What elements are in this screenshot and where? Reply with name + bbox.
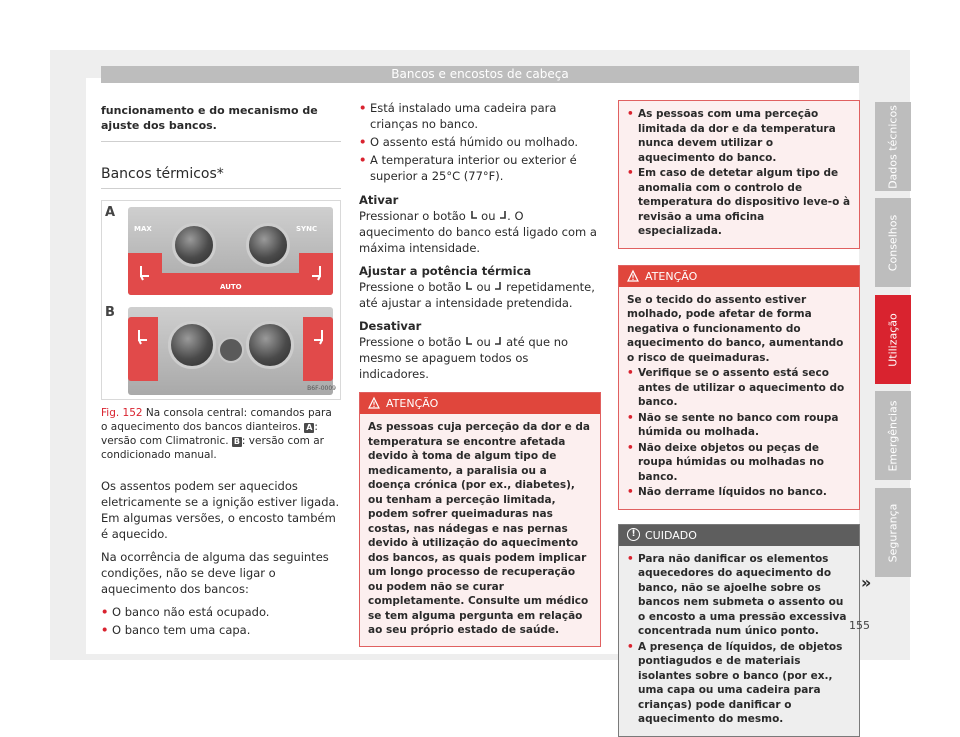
sync-button-label: SYNC: [296, 225, 318, 233]
info-circle-icon: !: [627, 528, 640, 541]
section-title: Bancos térmicos*: [101, 164, 341, 189]
caution-title: CUIDADO: [645, 528, 697, 542]
climatronic-panel-image: [128, 207, 333, 295]
manual-ac-panel-image: [128, 307, 333, 395]
caption-text: : versão com Climatronic.: [101, 421, 318, 447]
tab-seguranca[interactable]: Segurança: [875, 488, 911, 577]
list-item: • Não derrame líquidos no banco.: [627, 485, 851, 500]
seat-heat-left-icon: [465, 336, 473, 347]
list-item: • Não deixe objetos ou peças de roupa húmidas ou molhadas no banco.: [627, 441, 851, 485]
figure-caption: [101, 406, 341, 462]
list-item: • O banco tem uma capa.: [101, 622, 341, 638]
tab-dados-tecnicos[interactable]: Dados técnicos: [875, 102, 911, 191]
warning-box: [359, 392, 601, 647]
list-item: • Em caso de detetar algum tipo de anomalia com o controlo de temperatura do dispositivo leve-o à revisão a uma oficina especializada.: [627, 166, 851, 239]
warning-title: ATENÇÃO: [645, 269, 698, 283]
paragraph-heating: Os assentos podem ser aquecidos eletricamente se a ignição estiver ligada. Em algumas versões, o encosto também é aquecido.: [101, 479, 340, 541]
column-middle: [359, 100, 601, 647]
figure-152: [101, 200, 341, 400]
temperature-knob-right: [246, 223, 290, 267]
seat-heat-right-icon: [309, 265, 323, 281]
airflow-knob-right-manual: [246, 321, 294, 369]
figure-label-a: A: [105, 205, 116, 220]
temperature-knob-left: [172, 223, 216, 267]
warning-header: [619, 266, 859, 287]
warning-continuation-box: [618, 100, 860, 249]
figure-number: Fig. 152: [101, 407, 143, 419]
warning-text: Se o tecido do assento estiver molhado, pode afetar de forma negativa o funcionamento do aquecimento do banco, aumentando o risco de queimaduras.: [627, 293, 844, 364]
auto-button-label: AUTO: [220, 283, 242, 291]
warning-triangle-icon: [368, 397, 380, 409]
seat-heat-left-icon: [138, 265, 152, 281]
list-item: • Verifique se o assento está seco antes de utilizar o aquecimento do banco.: [627, 366, 851, 410]
page-number: 155: [849, 619, 870, 632]
list-item: • Para não danificar os elementos aquecedores do aquecimento do banco, não se ajoelhe sobre os bancos nem submeta o assento ou o encosto a uma pressão excessiva concentrada num único ponto.: [627, 552, 851, 639]
list-item: • O assento está húmido ou molhado.: [359, 134, 601, 150]
caution-body: [619, 546, 859, 736]
seat-heat-right-manual-icon: [311, 329, 325, 345]
intro-text: funcionamento e do mecanismo de ajuste dos bancos.: [101, 103, 341, 142]
tab-emergencias[interactable]: Emergências: [875, 391, 911, 480]
page-header: Bancos e encostos de cabeça: [101, 66, 859, 83]
badge-b: B: [233, 437, 240, 446]
list-item: • O banco não está ocupado.: [101, 604, 341, 620]
activate-heading: Ativar: [359, 193, 399, 207]
warning-text: As pessoas cuja perceção da dor e da temperatura se encontre afetada devido à toma de algum tipo de medicamento, a paralisia ou a doença crónica (por ex., diabetes), ou tenham a perceção limitada, podem sofrer queimaduras nas costas, nas nádegas e nas pernas devido à utilização do aquecimento dos bancos, as quais podem implicar um longo processo de recuperação ou podem não se curar completamente. Consulte um médico se tem alguma pergunta em relação ao seu próprio estado de saúde.: [368, 421, 590, 636]
list-item: • Está instalado uma cadeira para crianças no banco.: [359, 100, 601, 132]
paragraph-conditions: Na ocorrência de alguma das seguintes condições, não se deve ligar o aquecimento dos bancos:: [101, 550, 329, 596]
seat-heat-left-icon: [465, 281, 473, 292]
figure-label-b: B: [105, 305, 115, 320]
tab-utilizacao[interactable]: Utilização: [875, 295, 911, 384]
seat-heat-left-icon: [470, 210, 478, 221]
seat-heat-right-icon: [499, 210, 507, 221]
deactivate-text: Pressione o botão ou até que no mesmo se apaguem todos os indicadores.: [359, 335, 569, 381]
warning-title: ATENÇÃO: [386, 397, 439, 410]
temperature-knob-left-manual: [168, 321, 216, 369]
badge-a: A: [306, 423, 313, 432]
seat-heat-left-manual-icon: [136, 329, 150, 345]
max-button-label: MAX: [134, 225, 152, 233]
warning-continuation: [619, 101, 859, 248]
activate-text: Pressionar o botão ou . O aquecimento do banco está ligado com a máxima intensidade.: [359, 209, 597, 255]
adjust-heading: Ajustar a potência térmica: [359, 264, 532, 278]
warning-box: [618, 265, 860, 510]
column-left: [101, 103, 341, 640]
warning-triangle-icon: [627, 270, 639, 282]
continue-arrow-icon: »: [861, 573, 872, 592]
caution-box: [618, 524, 860, 737]
warning-body: [619, 287, 859, 509]
caption-text: Na consola central: comandos para o aquecimento dos bancos dianteiros.: [101, 407, 332, 433]
caption-text: : versão com ar condicionado manual.: [101, 435, 324, 461]
tab-conselhos[interactable]: Conselhos: [875, 198, 911, 287]
deactivate-heading: Desativar: [359, 319, 422, 333]
caution-header: [619, 525, 859, 546]
warning-header: [360, 393, 600, 414]
column-right: [618, 100, 860, 737]
list-item: • As pessoas com uma perceção limitada da dor e da temperatura nunca devem utilizar o aquecimento do banco.: [627, 107, 851, 165]
figure-reference: B6F-0009: [307, 385, 336, 392]
list-item: • Não se sente no banco com roupa húmida ou molhada.: [627, 411, 851, 440]
adjust-text: Pressione o botão ou repetidamente, até ajustar a intensidade pretendida.: [359, 280, 595, 310]
list-item: • A temperatura interior ou exterior é superior a 25°C (77°F).: [359, 152, 601, 184]
list-item: • A presença de líquidos, de objetos pontiagudos e de materiais isolantes sobre o banco (por ex., uma capa ou uma cadeira para crianças) pode danificar o aquecimento do mesmo.: [627, 640, 851, 727]
